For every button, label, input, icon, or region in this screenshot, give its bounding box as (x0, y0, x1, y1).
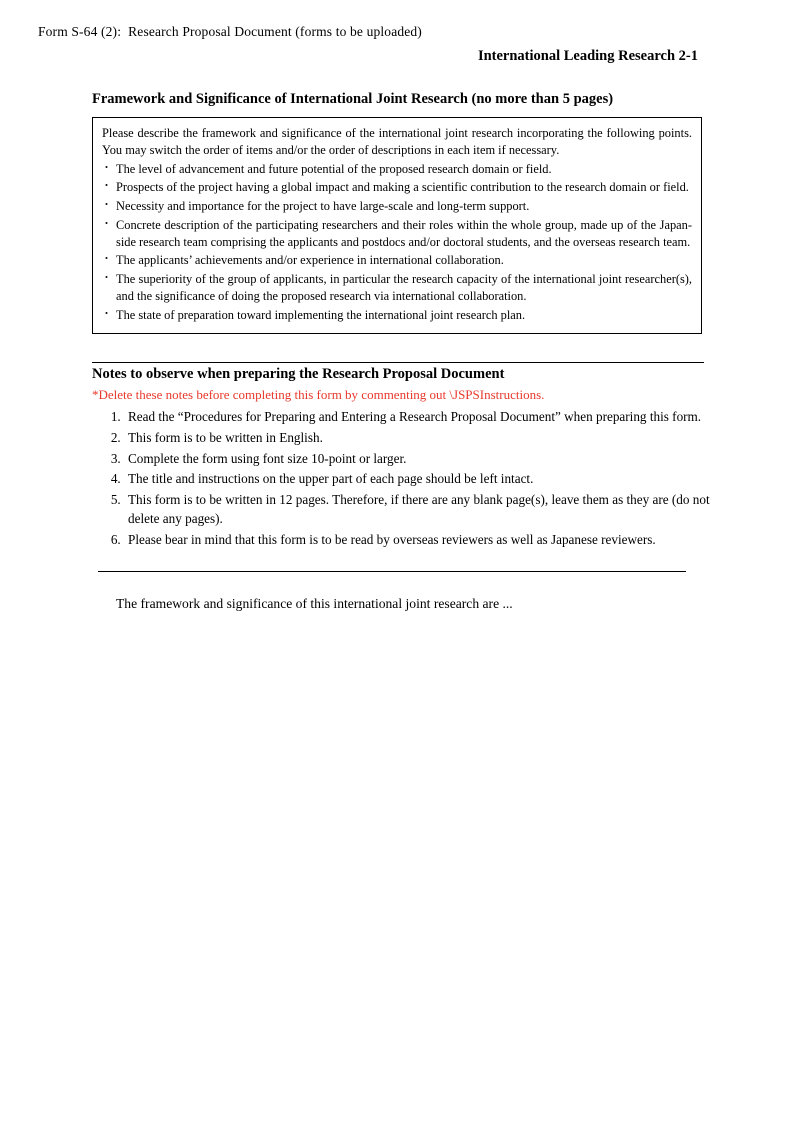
list-item: 6. Please bear in mind that this form is to be read by overseas reviewers as well as Japanese reviewers. (124, 531, 734, 550)
list-item: 4. The title and instructions on the upper part of each page should be left intact. (124, 470, 734, 489)
list-item: ・ The applicants’ achievements and/or experience in international collaboration. (102, 252, 692, 269)
list-item: 2. This form is to be written in English. (124, 429, 734, 448)
instruction-box (92, 117, 702, 334)
list-item: ・ Necessity and importance for the project to have large-scale and long-term support. (102, 198, 692, 215)
instruction-bullet-list (102, 161, 692, 324)
notes-top-divider (92, 362, 704, 363)
notes-heading: Notes to observe when preparing the Research Proposal Document (92, 366, 505, 383)
list-item: ・ Prospects of the project having a global impact and making a scientific contribution to the research domain or field. (102, 179, 692, 196)
instruction-lead: Please describe the framework and significance of the international joint research incorporating the following points. You may switch the order of items and/or the order of descriptions in each item if necessary. (102, 126, 692, 158)
program-title: International Leading Research 2-1 (477, 48, 698, 64)
list-item: 3. Complete the form using font size 10-point or larger. (124, 450, 734, 469)
list-item: ・ The state of preparation toward implementing the international joint research plan. (102, 307, 692, 324)
form-identifier: Form S-64 (2): Research Proposal Document (forms to be uploaded) (38, 24, 422, 39)
notes-bottom-divider (98, 571, 686, 572)
list-item: ・ The level of advancement and future potential of the proposed research domain or field. (102, 161, 692, 178)
notes-list (38, 408, 734, 549)
body-opening-line: The framework and significance of this international joint research are ... (116, 596, 513, 612)
list-item: 1. Read the “Procedures for Preparing and Entering a Research Proposal Document” when preparing this form. (124, 408, 734, 427)
list-item: 5. This form is to be written in 12 pages. Therefore, if there are any blank page(s), leave them as they are (do not delete any pages). (124, 491, 734, 528)
notes-warning-text: *Delete these notes before completing this form by commenting out \JSPSInstructions. (92, 387, 545, 403)
list-item: ・ Concrete description of the participating researchers and their roles within the whole group, made up of the Japan-side research team comprising the applicants and postdocs and/or doctoral students, and the overseas research team. (102, 217, 692, 251)
section-heading: Framework and Significance of International Joint Research (no more than 5 pages) (92, 91, 614, 107)
list-item: ・ The superiority of the group of applicants, in particular the research capacity of the international joint researcher(s), and the significance of doing the proposed research via international collaboration. (102, 271, 692, 305)
